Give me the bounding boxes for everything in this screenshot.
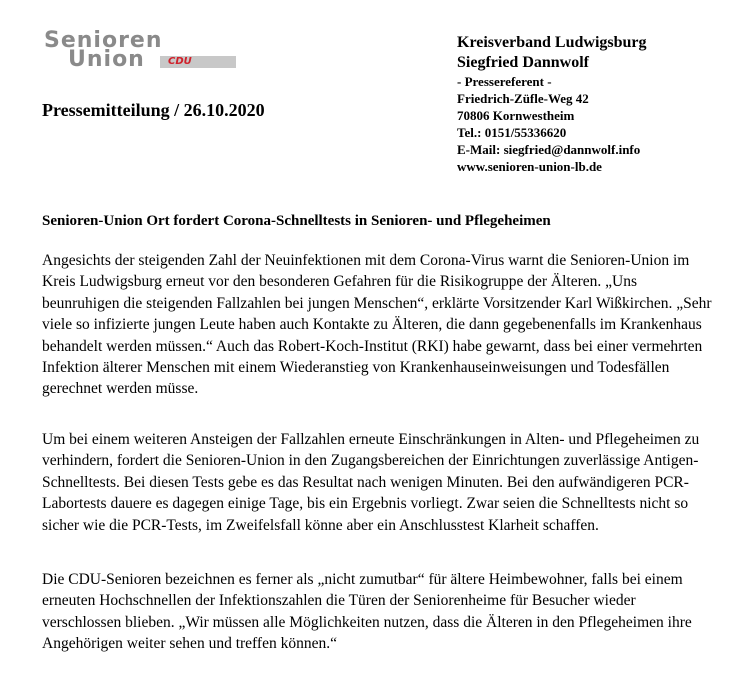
contact-name: Siegfried Dannwolf: [457, 54, 589, 71]
paragraph-2: Um bei einem weiteren Ansteigen der Fallzahlen erneute Einschränkungen in Alten- und Pflegeheimen zu verhindern, fordert die Senioren-Union in den Zugangsbereichen der Einrichtungen zuverlässige Antigen-Schnelltests. Bei diesen Tests gebe es das Resultat nach wenigen Minuten. Bei den aufwändigeren PCR-Labortests dauere es dagegen einige Tage, bis ein Ergebnis vorliegt. Zwar seien die Schnelltests nicht so sicher wie die PCR-Tests, im Zweifelsfall könne aber ein Anschlusstest Klarheit schaffen.: [42, 431, 700, 534]
logo-word-union: Union: [68, 47, 145, 72]
contact-phone: Tel.: 0151/55336620: [457, 125, 567, 140]
press-release-title: Pressemitteilung / 26.10.2020: [42, 100, 265, 120]
senioren-union-logo: [40, 30, 240, 74]
article-headline: Senioren-Union Ort fordert Corona-Schnelltests in Senioren- und Pflegeheimen: [42, 213, 551, 229]
logo-cdu-mark: CDU: [168, 56, 192, 67]
contact-street: Friedrich-Züfle-Weg 42: [457, 91, 589, 106]
paragraph-1: Angesichts der steigenden Zahl der Neuinfektionen mit dem Corona-Virus warnt die Senioren-Union im Kreis Ludwigsburg erneut vor den besonderen Gefahren für die Risikogruppe der Älteren. „Uns beunruhigen die steigenden Fallzahlen bei jungen Menschen“, erklärte Vorsitzender Karl Wißkirchen. „Sehr viele so infizierte jungen Leute haben auch Kontakte zu Älteren, die dann gegebenenfalls im Krankenhaus behandelt werden müssen.“ Auch das Robert-Koch-Institut (RKI) habe gewarnt, dass bei einer vermehrten Infektion älterer Menschen mit einem Wiederanstieg von Krankenhauseinweisungen und Todesfällen gerechnet werden müsse.: [42, 252, 712, 398]
contact-city: 70806 Kornwestheim: [457, 108, 575, 123]
contact-org: Kreisverband Ludwigsburg: [457, 34, 647, 51]
contact-role: - Pressereferent -: [457, 74, 552, 89]
contact-email: E-Mail: siegfried@dannwolf.info: [457, 142, 641, 157]
logo-word-senioren: Senioren: [44, 28, 163, 53]
contact-block: [457, 33, 647, 175]
contact-website: www.senioren-union-lb.de: [457, 159, 602, 174]
paragraph-3: Die CDU-Senioren bezeichnen es ferner als „nicht zumutbar“ für ältere Heimbewohner, falls bei einem erneuten Hochschnellen der Infektionszahlen die Türen der Seniorenheime für Besucher wieder verschlossen blieben. „Wir müssen alle Möglichkeiten nutzen, dass die Älteren in den Pflegeheimen ihre Angehörigen weiter sehen und treffen können.“: [42, 571, 692, 653]
